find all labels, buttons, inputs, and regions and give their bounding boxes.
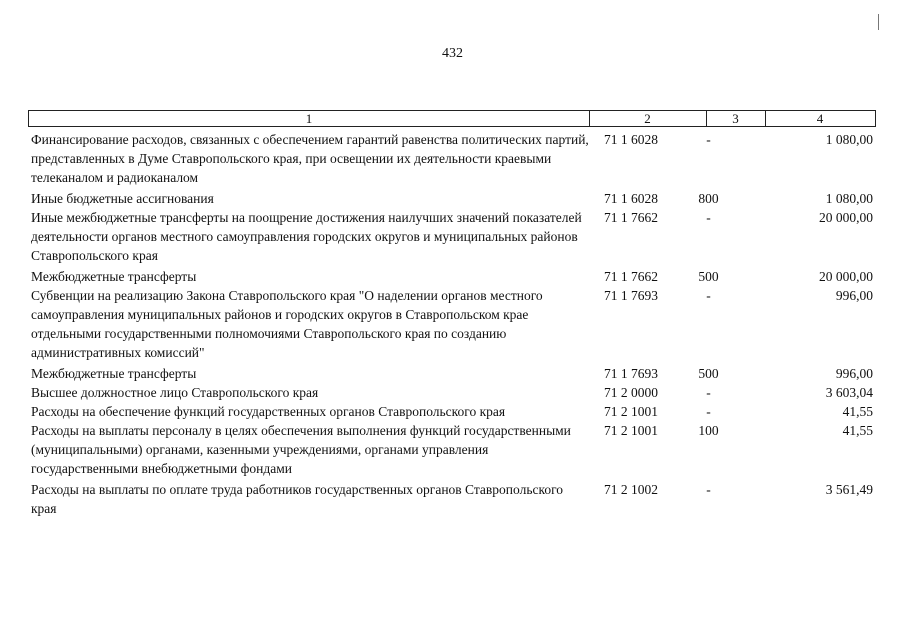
row-amount: 3 603,04 (825, 385, 873, 400)
row-name: Высшее должностное лицо Ставропольского края (31, 385, 319, 400)
row-amount: 41,55 (842, 404, 873, 419)
table-row (31, 383, 876, 402)
row-amount: 20 000,00 (819, 210, 873, 225)
row-code: 71 1 6028 (604, 191, 658, 206)
row-code: 71 2 0000 (604, 385, 658, 400)
table-row (31, 286, 876, 362)
row-type: 500 (698, 269, 719, 284)
row-amount: 20 000,00 (819, 269, 873, 284)
row-code: 71 1 7662 (604, 210, 658, 225)
row-code: 71 1 7693 (604, 288, 658, 303)
row-type: - (706, 482, 711, 497)
row-type: 500 (698, 366, 719, 381)
row-name: Финансирование расходов, связанных с обеспечением гарантий равенства политических партий, представленных в Думе Ставропольского края, при освещении их деятельности краевыми телеканалом и радиоканалом (31, 132, 589, 185)
table-body (31, 130, 876, 518)
row-type: - (706, 210, 711, 225)
row-code: 71 2 1001 (604, 423, 658, 438)
header-column-4: 4 (816, 111, 824, 126)
row-code: 71 1 7662 (604, 269, 658, 284)
scan-edge-mark (878, 14, 879, 30)
row-code: 71 2 1002 (604, 482, 658, 497)
row-name: Расходы на обеспечение функций государственных органов Ставропольского края (31, 404, 506, 419)
table-row (31, 480, 876, 518)
row-amount: 41,55 (842, 423, 873, 438)
table-row (31, 402, 876, 421)
row-type: 100 (698, 423, 719, 438)
row-type: 800 (698, 191, 719, 206)
row-type: - (706, 288, 711, 303)
row-name: Межбюджетные трансферты (31, 269, 197, 284)
row-name: Иные межбюджетные трансферты на поощрение достижения наилучших значений показателей деятельности органов местного самоуправления городских округов и муниципальных районов Ставропольского края (31, 210, 582, 263)
row-code: 71 1 7693 (604, 366, 658, 381)
row-name: Расходы на выплаты по оплате труда работников государственных органов Ставропольского края (31, 482, 564, 516)
row-name: Субвенции на реализацию Закона Ставропольского края "О наделении органов местного самоуправления муниципальных районов и городских округов в Ставропольском крае отдельными государственными полномочиями Ставропольского края по созданию административных комиссий" (31, 288, 543, 360)
header-column-1: 1 (29, 111, 590, 126)
table-row (31, 130, 876, 187)
row-type: - (706, 132, 711, 147)
row-amount: 996,00 (835, 366, 873, 381)
row-amount: 3 561,49 (825, 482, 873, 497)
row-amount: 996,00 (835, 288, 873, 303)
row-amount: 1 080,00 (825, 132, 873, 147)
table-row (31, 364, 876, 383)
header-column-3: 3 (706, 111, 766, 126)
table-row (31, 421, 876, 478)
row-amount: 1 080,00 (825, 191, 873, 206)
table-row (31, 208, 876, 265)
row-code: 71 2 1001 (604, 404, 658, 419)
header-column-2: 2 (589, 111, 707, 126)
table-row (31, 267, 876, 286)
row-type: - (706, 385, 711, 400)
table-header-row (28, 110, 876, 127)
table-row (31, 189, 876, 208)
row-name: Межбюджетные трансферты (31, 366, 197, 381)
page-number: 432 (442, 46, 463, 61)
row-name: Расходы на выплаты персоналу в целях обеспечения выполнения функций государственными (муниципальными) органами, казенными учреждениями, органами управления государственными внебюджетными фондами (31, 423, 571, 476)
row-name: Иные бюджетные ассигнования (31, 191, 214, 206)
row-code: 71 1 6028 (604, 132, 658, 147)
row-type: - (706, 404, 711, 419)
